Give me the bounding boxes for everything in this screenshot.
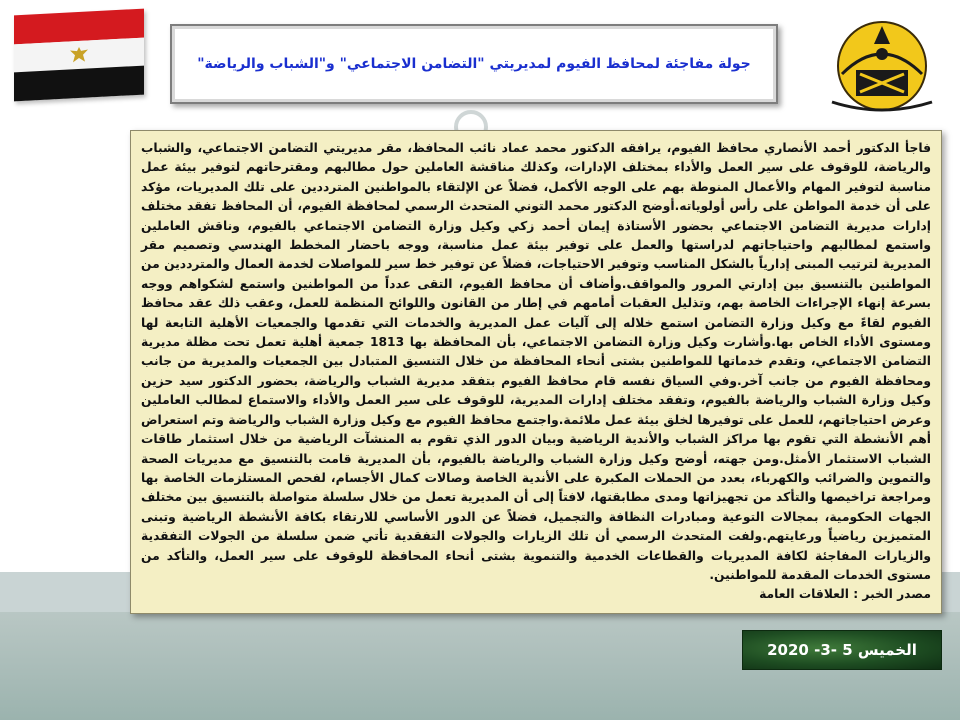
- article-body: فاجأ الدكتور أحمد الأنصاري محافظ الفيوم، يرافقه الدكتور محمد عماد نائب المحافظ، مقر مديريتي التضامن الاجتماعي، والشباب والرياضة، للوقوف على سير العمل والأداء بمختلف الإدارات، وكذلك مناقشة العاملين حول مطالبهم ومقترحاتهم لتوفير بيئة عمل مناسبة لتوفير المهام والأعمال المنوطة بهم على الوجه الأكمل، فضلاً عن الإلتقاء بالمواطنين المترددين على تلك المديريات، مؤكد على أن خدمة المواطن على رأس أولوياته.أوضح الدكتور محمد التوني المتحدث الرسمي لمحافظة الفيوم، أن المحافظ تفقد مختلف إدارات مديرية التضامن الاجتماعي بحضور الأستاذة إيمان أحمد زكي وكيل وزارة التضامن الاجتماعي بالفيوم، وناقش العاملين واستمع لمطالبهم واحتياجاتهم لدراستها والعمل على توفير بيئة عمل مناسبة، ووجه باحضار المخطط الهندسي وتصميم مقر المديرية لترتيب المبنى إدارياً بالشكل المناسب وتوفير الاحتياجات، فضلاً عن توفير خط سير للمواصلات لخدمة العمال والمترددين من المواطنين بالتنسيق بين إدارتي المرور والمواقف.وأضاف أن محافظ الفيوم، التقى عدداً من المواطنين واستمع لشكواهم ووجه بسرعة إنهاء الإجراءات الخاصة بهم، وتذليل العقبات أمامهم في إطار من القانون واللوائح المنظمة للعمل، وعقب ذلك عقد محافظ الفيوم لقاءً مع وكيل وزارة التضامن استمع خلاله إلى آليات عمل المديرية والخدمات التي تقدمها والجمعيات الأهلية التابعة لها ومستوى الأداء الخاص بها.وأشارت وكيل وزارة التضامن الاجتماعي، بأن المحافظة بها 1813 جمعية أهلية تعمل تحت مظلة مديرية التضامن الاجتماعي، وتقدم خدماتها للمواطنين بشتى أنحاء المحافظة من خلال التنسيق المتبادل بين الجمعيات والمديرية من جانب ومحافظة الفيوم من جانب آخر.وفي السياق نفسه قام محافظ الفيوم بتفقد مديرية الشباب والرياضة، بحضور الدكتور سيد حزين وكيل وزارة الشباب والرياضة بالفيوم، وتفقد مختلف إدارات المديرية، للوقوف على سير العمل والأداء والاستماع لمطالب العاملين وعرض احتياجاتهم، للعمل على توفيرها لخلق بيئة عمل ملائمة.واجتمع محافظ الفيوم مع وكيل وزارة الشباب والرياضة وتم استعراض أهم الأنشطة التي تقوم بها مراكز الشباب والأندية الرياضية وبيان الدور الذي تقوم به المنشآت الرياضية من خلال استثمار طاقات الشباب الاستثمار الأمثل.ومن جهته، أوضح وكيل وزارة الشباب والرياضة بالفيوم، بأن المديرية قامت بالتنسيق مع مديريات الصحة والتموين والضرائب والكهرباء، بعدد من الحملات المكبرة على الأندية الخاصة وصالات كمال الأجسام، لفحص المستلزمات الخاصة بها ومراجعة تراخيصها والتأكد من تجهيزاتها ومدى مطابقتها، لافتاً إلى أن المديرية تعمل من خلال سلسلة متواصلة بالتنسيق بين مختلف الجهات الحكومية، بمجالات التوعية ومبادرات النظافة والتجميل، فضلاً عن الدور الأساسي للارتقاء بكافة الأنشطة الرياضية وتبنى المتميزين رياضياً ورعايتهم.ولفت المتحدث الرسمي أن تلك الزيارات والجولات التفقدية تأتي ضمن سلسلة من الجولات التفقدية والزيارات المفاجئة لكافة المديريات والقطاعات الخدمية والتنموية بشتى أنحاء المحافظة للوقوف على سير العمل، والتأكد من مستوى الخدمات المقدمة للمواطنين.: [141, 141, 931, 582]
- egypt-flag-icon: [14, 9, 144, 102]
- article-body-box: [130, 130, 942, 614]
- article-source: مصدر الخبر : العلاقات العامة: [759, 587, 931, 602]
- date-text: الخميس 5 -3- 2020: [767, 641, 917, 659]
- news-title: جولة مفاجئة لمحافظ الفيوم لمديريتي "التضامن الاجتماعي" و"الشباب والرياضة": [197, 56, 751, 72]
- date-badge: [742, 630, 942, 670]
- fayoum-governorate-logo-icon: [812, 14, 950, 114]
- news-title-box: [170, 24, 778, 104]
